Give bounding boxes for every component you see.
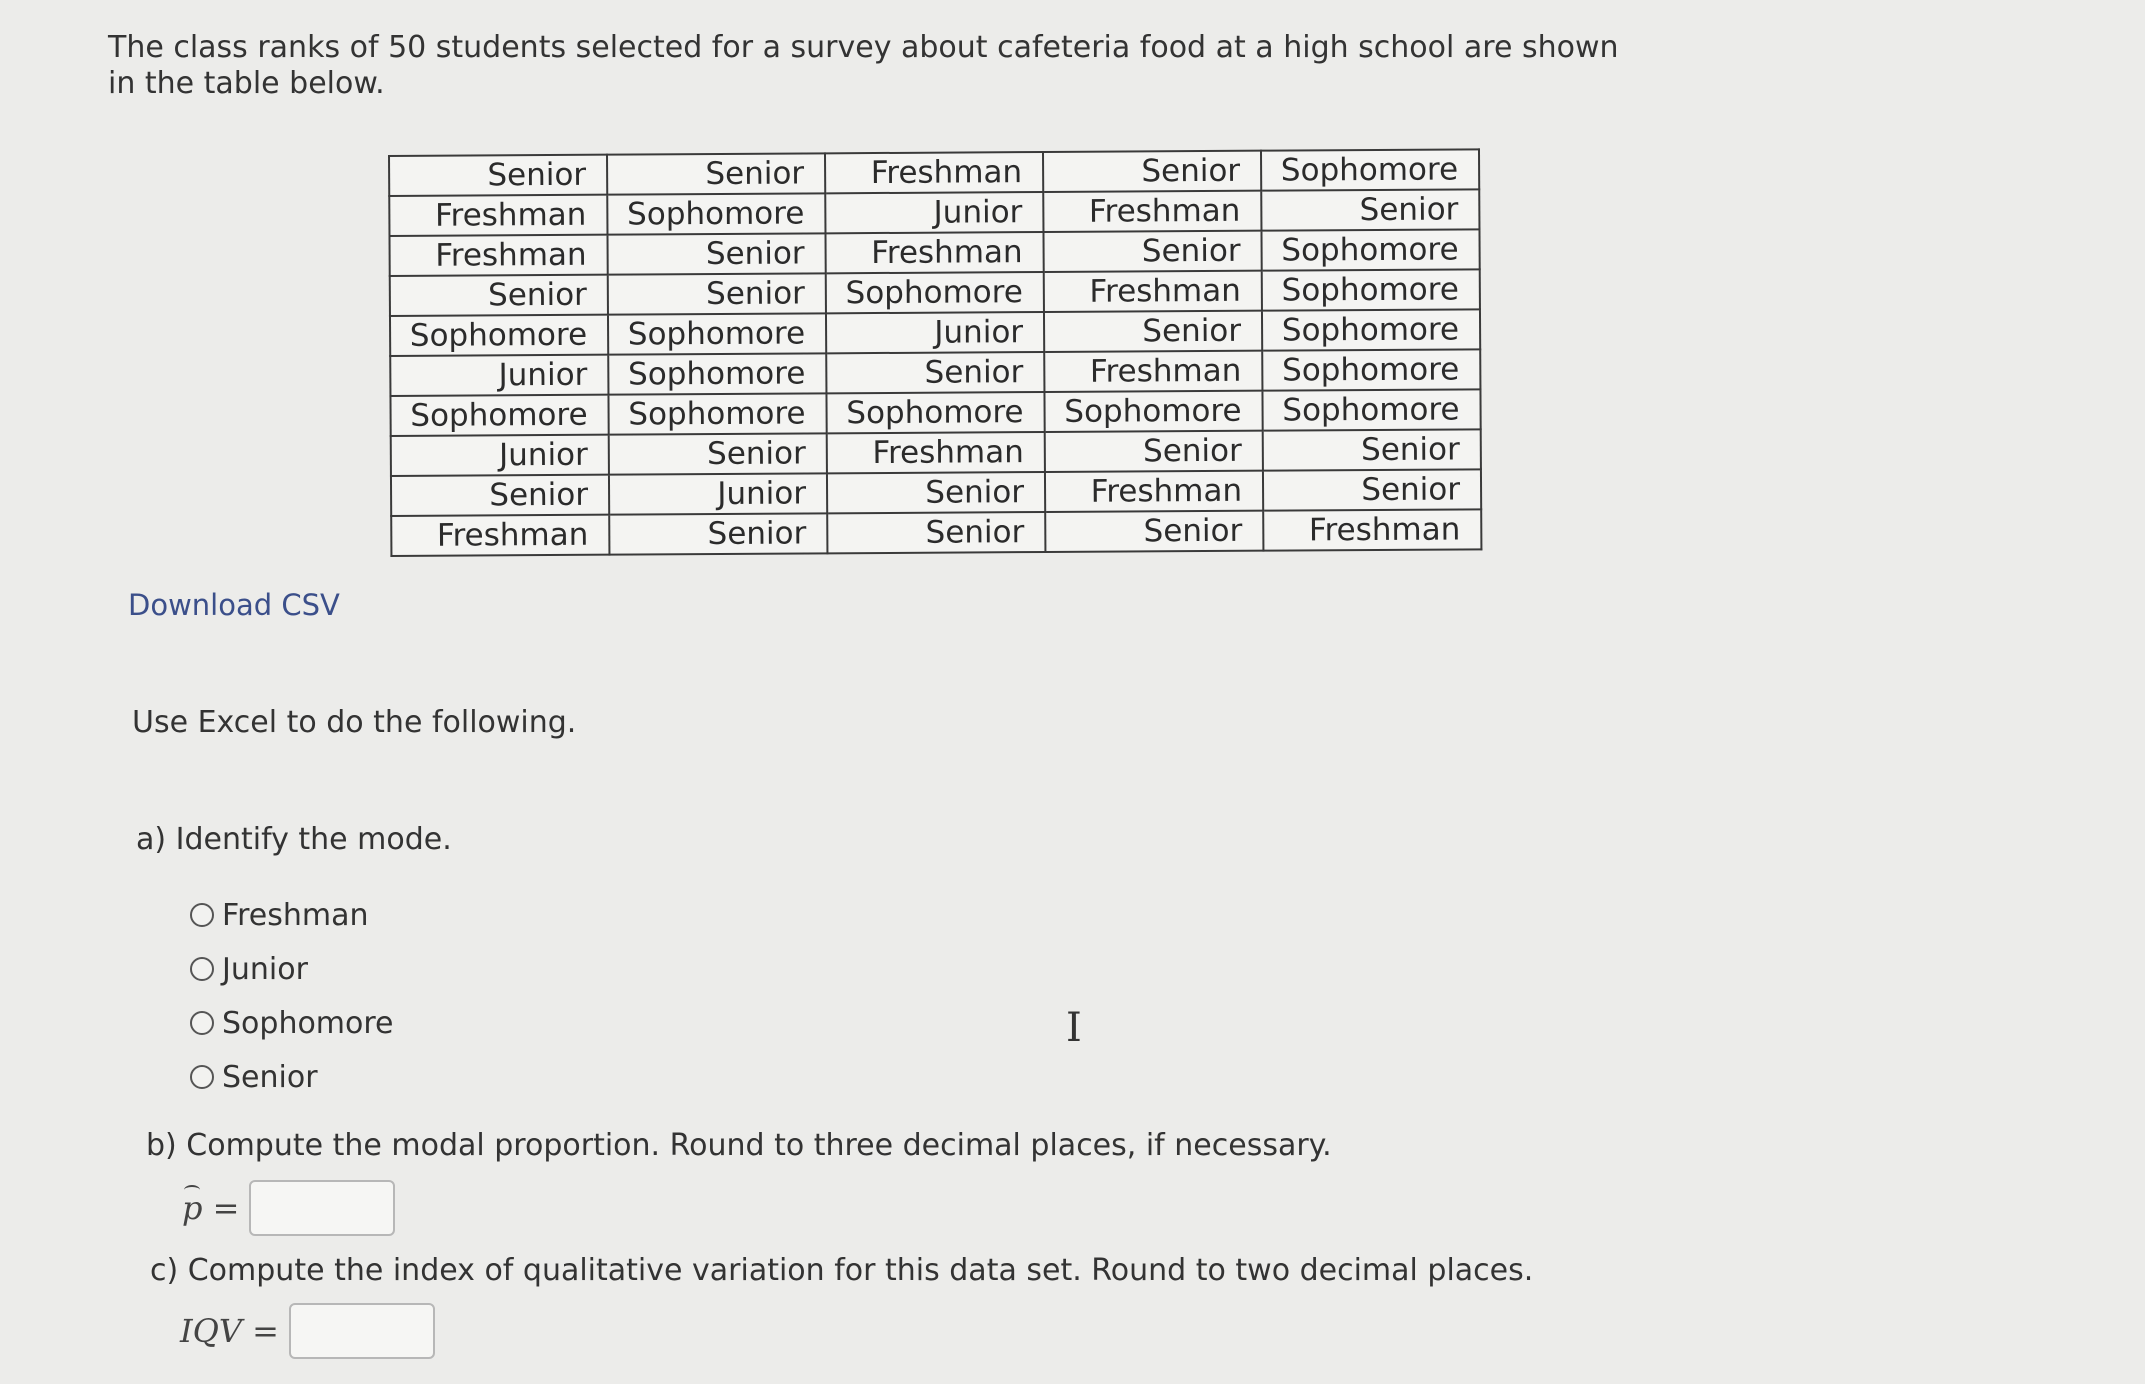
iqv-letters: IQV (180, 1312, 242, 1350)
table-cell: Sophomore (390, 315, 608, 356)
table-row (391, 509, 1481, 556)
modal-proportion-input[interactable] (249, 1180, 395, 1236)
radio-senior[interactable] (190, 1065, 214, 1089)
table-cell: Junior (391, 435, 609, 476)
table-cell: Junior (826, 312, 1044, 353)
table-cell: Freshman (827, 432, 1045, 473)
table-cell: Freshman (391, 515, 609, 556)
class-rank-table (388, 148, 1482, 557)
table-cell: Sophomore (1262, 349, 1480, 390)
table-cell: Senior (389, 155, 607, 196)
radio-junior[interactable] (190, 957, 214, 981)
table-cell: Freshman (1043, 191, 1261, 232)
table-cell: Sophomore (826, 272, 1044, 313)
table-cell: Freshman (389, 235, 607, 276)
table-cell: Sophomore (607, 193, 825, 234)
question-b-label: b) Compute the modal proportion. Round to three decimal places, if necessary. (146, 1128, 1332, 1163)
table-cell: Senior (826, 352, 1044, 393)
question-a-label: a) Identify the mode. (136, 822, 452, 857)
table-cell: Sophomore (1262, 269, 1480, 310)
data-table-wrapper (388, 148, 1482, 557)
table-row (390, 389, 1480, 436)
table-cell: Senior (827, 472, 1045, 513)
table-cell: Senior (609, 433, 827, 474)
table-cell: Senior (1043, 231, 1261, 272)
iqv-symbol (180, 1312, 279, 1350)
option-junior-label: Junior (222, 951, 308, 987)
table-cell: Sophomore (826, 392, 1044, 433)
table-cell: Sophomore (1261, 229, 1479, 270)
table-cell: Senior (608, 273, 826, 314)
table-row (390, 309, 1480, 356)
table-cell: Senior (1044, 311, 1262, 352)
table-cell: Freshman (1263, 509, 1481, 550)
table-cell: Sophomore (1262, 309, 1480, 350)
iqv-row (180, 1303, 435, 1359)
table-cell: Sophomore (1261, 149, 1479, 190)
modal-proportion-row (182, 1180, 395, 1236)
option-freshman-label: Freshman (222, 897, 369, 933)
table-cell: Freshman (1044, 351, 1262, 392)
iqv-input[interactable] (289, 1303, 435, 1359)
question-c-label: c) Compute the index of qualitative variation for this data set. Round to two decimal places. (150, 1253, 1534, 1288)
table-cell: Senior (609, 513, 827, 554)
table-cell: Junior (609, 473, 827, 514)
table-cell: Senior (1045, 511, 1263, 552)
table-cell: Junior (825, 192, 1043, 233)
option-sophomore-label: Sophomore (222, 1005, 394, 1041)
option-freshman[interactable] (190, 888, 394, 942)
table-row (389, 229, 1479, 276)
p-hat-letter: p (182, 1189, 203, 1227)
table-row (390, 349, 1480, 396)
table-cell: Sophomore (390, 395, 608, 436)
mode-options (190, 888, 394, 1104)
table-cell: Sophomore (1262, 389, 1480, 430)
table-cell: Sophomore (608, 393, 826, 434)
table-cell: Senior (1263, 469, 1481, 510)
table-row (389, 149, 1479, 196)
table-cell: Freshman (1044, 271, 1262, 312)
download-csv-link[interactable]: Download CSV (128, 588, 340, 622)
table-cell: Senior (1261, 189, 1479, 230)
table-cell: Sophomore (608, 313, 826, 354)
radio-freshman[interactable] (190, 903, 214, 927)
table-cell: Senior (827, 512, 1045, 553)
p-hat-symbol (182, 1189, 239, 1227)
table-cell: Sophomore (608, 353, 826, 394)
table-cell: Freshman (825, 232, 1043, 273)
table-cell: Senior (390, 275, 608, 316)
table-row (391, 469, 1481, 516)
option-senior-label: Senior (222, 1059, 318, 1095)
table-cell: Senior (1043, 151, 1261, 192)
table-cell: Senior (1263, 429, 1481, 470)
table-cell: Senior (607, 153, 825, 194)
table-cell: Senior (607, 233, 825, 274)
table-row (391, 429, 1481, 476)
table-row (389, 189, 1479, 236)
table-cell: Freshman (389, 195, 607, 236)
table-row (390, 269, 1480, 316)
radio-sophomore[interactable] (190, 1011, 214, 1035)
table-cell: Sophomore (1044, 391, 1262, 432)
table-cell: Freshman (825, 152, 1043, 193)
problem-intro: The class ranks of 50 students selected for a survey about cafeteria food at a high school are shown in the table below. (108, 30, 1619, 101)
p-hat-equals: = (212, 1189, 240, 1227)
table-cell: Freshman (1045, 471, 1263, 512)
option-senior[interactable] (190, 1050, 394, 1104)
option-junior[interactable] (190, 942, 394, 996)
table-cell: Junior (390, 355, 608, 396)
table-cell: Senior (391, 475, 609, 516)
iqv-equals: = (252, 1312, 279, 1350)
instruction-text: Use Excel to do the following. (132, 705, 577, 740)
table-cell: Senior (1045, 431, 1263, 472)
option-sophomore[interactable] (190, 996, 394, 1050)
text-cursor-icon: I (1066, 1005, 1082, 1051)
